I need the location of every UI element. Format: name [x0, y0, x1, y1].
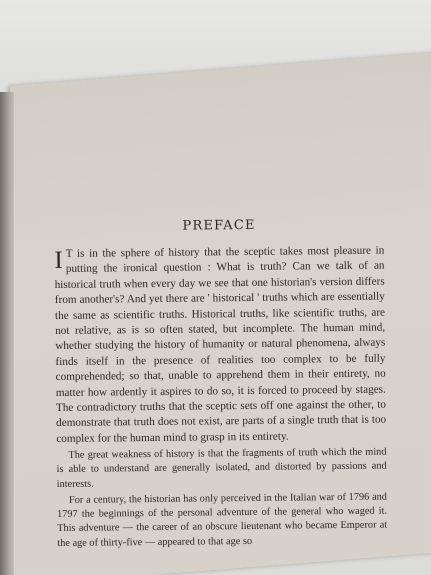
- paragraph-3: For a century, the historian has only perceived in the Italian war of 1796 and 1797 the beginnings of the personal adventure of the general who waged it. This adventure — the career of an obscure lieutenant who became Emperor at the age of thirty-five — appeared to that age so: [57, 491, 388, 549]
- page-text: [54, 217, 387, 551]
- paragraph-2: The great weakness of history is that the fragments of truth which the mind is able to understand are generally isolated, and distorted by passions and interests.: [56, 446, 387, 490]
- paragraph-1: [54, 244, 386, 448]
- page-title: PREFACE: [182, 217, 256, 234]
- drop-cap: I: [54, 246, 63, 274]
- left-page-edge: [0, 92, 14, 575]
- paragraph-1-text: T is in the sphere of history that the sceptic takes most pleasure in putting the ironical question : What is truth? Can we talk of an historical truth when every day we see that one historian's version differs from another's? And yet there are ' historical ' truths which are essentially the same as scientific truths. Historical truths, like scientific truths, are not relative, as is so often stated, but incomplete. The human mind, whether studying the history of humanity or natural phenomena, always finds itself in the presence of realities too complex to be fully comprehended; so that, unable to apprehend them in their entirety, no matter how ardently it aspires to do so, it is forced to proceed by stages. The contradictory truths that the sceptic sets off one against the other, to demonstrate that truth does not exist, are parts of a single truth that is too complex for the human mind to grasp in its entirety.: [54, 244, 387, 445]
